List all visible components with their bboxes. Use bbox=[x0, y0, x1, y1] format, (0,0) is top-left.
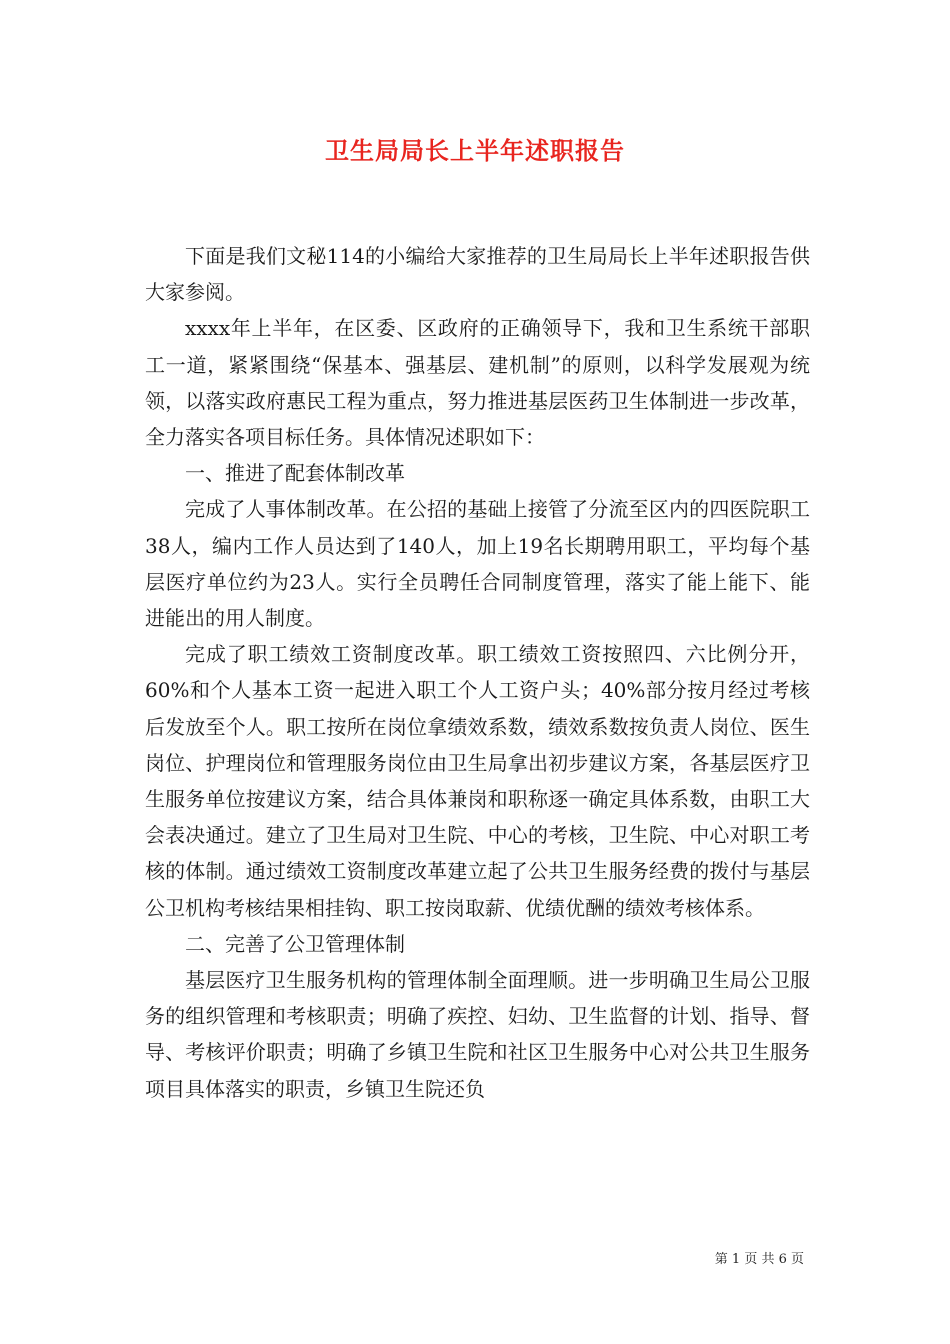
document-body bbox=[145, 238, 810, 1107]
paragraph-intro: 下面是我们文秘114的小编给大家推荐的卫生局局长上半年述职报告供大家参阅。 bbox=[145, 244, 810, 305]
section-heading-1: 一、推进了配套体制改革 bbox=[185, 461, 405, 486]
paragraph-salary-reform: 完成了职工绩效工资制度改革。职工绩效工资按照四、六比例分开，60%和个人基本工资一起进入职工个人工资户头；40%部分按月经过考核后发放至个人。职工按所在岗位拿绩效系数，绩效系数按负责人岗位、医生岗位、护理岗位和管理服务岗位由卫生局拿出初步建议方案，各基层医疗卫生服务单位按建议方案，结合具体兼岗和职称逐一确定具体系数，由职工大会表决通过。建立了卫生局对卫生院、中心的考核，卫生院、中心对职工考核的体制。通过绩效工资制度改革建立起了公共卫生服务经费的拨付与基层公卫机构考核结果相挂钩、职工按岗取薪、优绩优酬的绩效考核体系。 bbox=[145, 642, 810, 920]
section-heading-2: 二、完善了公卫管理体制 bbox=[185, 931, 405, 956]
paragraph-personnel-reform: 完成了人事体制改革。在公招的基础上接管了分流至区内的四医院职工38人，编内工作人员达到了140人，加上19名长期聘用职工，平均每个基层医疗单位约为23人。实行全员聘任合同制度管理，落实了能上能下、能进能出的用人制度。 bbox=[145, 497, 810, 631]
paragraph-management: 基层医疗卫生服务机构的管理体制全面理顺。进一步明确卫生局公卫服务的组织管理和考核职责；明确了疾控、妇幼、卫生监督的计划、指导、督导、考核评价职责；明确了乡镇卫生院和社区卫生服务中心对公共卫生服务项目具体落实的职责，乡镇卫生院还负 bbox=[145, 968, 810, 1101]
document-title: 卫生局局长上半年述职报告 bbox=[325, 137, 625, 165]
page-number: 第 1 页 共 6 页 bbox=[714, 1252, 804, 1267]
paragraph-overview: xxxx年上半年，在区委、区政府的正确领导下，我和卫生系统干部职工一道，紧紧围绕“保基本、强基层、建机制”的原则，以科学发展观为统领，以落实政府惠民工程为重点，努力推进基层医药卫生体制进一步改革，全力落实各项目标任务。具体情况述职如下： bbox=[145, 316, 810, 450]
